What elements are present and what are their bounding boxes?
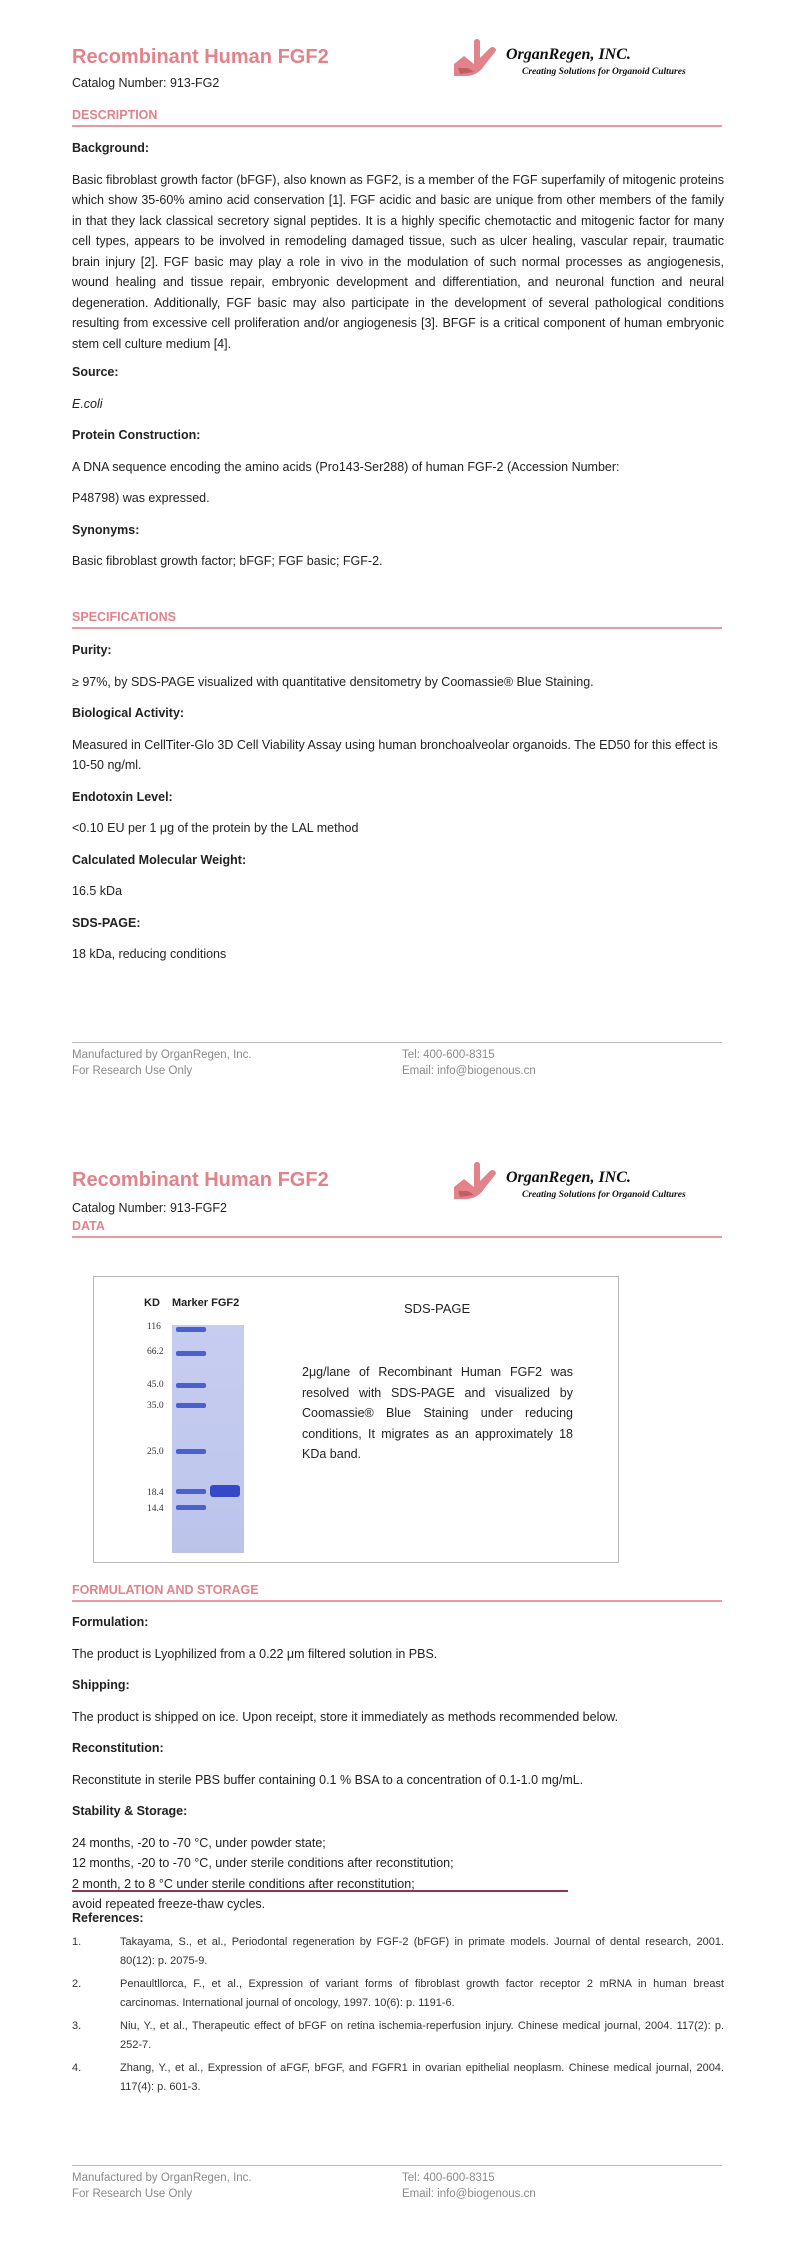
figure-caption: 2μg/lane of Recombinant Human FGF2 was resolved with SDS-PAGE and visualized by Coomassie® Blue Staining under reducing conditions, It migrates as an approximately 18 KDa band.	[302, 1365, 573, 1461]
footer-right	[402, 2170, 536, 2202]
sample-band	[210, 1485, 240, 1497]
stability-line: 12 months, -20 to -70 °C, under sterile conditions after reconstitution;	[72, 1856, 454, 1870]
marker-tick: 18.4	[147, 1488, 164, 1498]
section-formulation: FORMULATION AND STORAGE	[72, 1583, 722, 1602]
footer-tel: Tel: 400-600-8315	[402, 2172, 495, 2184]
reconstitution-text: Reconstitute in sterile PBS buffer containing 0.1 % BSA to a concentration of 0.1-1.0 mg/mL.	[72, 1772, 584, 1787]
marker-tick: 66.2	[147, 1347, 164, 1357]
marker-tick: 14.4	[147, 1504, 164, 1514]
logo-name: OrganRegen, INC.	[506, 1169, 631, 1186]
stability-line: avoid repeated freeze-thaw cycles.	[72, 1897, 266, 1911]
references-rule	[72, 1890, 568, 1892]
hand-logo-icon	[450, 1157, 504, 1207]
section-data: DATA	[72, 1219, 722, 1238]
marker-tick: 25.0	[147, 1447, 164, 1457]
references-list	[72, 1933, 724, 2097]
marker-band	[176, 1351, 206, 1356]
section-specifications: SPECIFICATIONS	[72, 610, 722, 629]
shipping-text: The product is shipped on ice. Upon receipt, store it immediately as methods recommended below.	[72, 1709, 619, 1724]
synonyms-label: Synonyms:	[72, 522, 140, 537]
mw-label: Calculated Molecular Weight:	[72, 852, 247, 867]
footer-email: Email: info@biogenous.cn	[402, 1065, 536, 1077]
footer-left	[72, 2170, 252, 2202]
catalog-number: Catalog Number: 913-FGF2	[72, 1201, 227, 1215]
marker-tick: 45.0	[147, 1380, 164, 1390]
footer-research: For Research Use Only	[72, 2188, 193, 2200]
stability-label: Stability & Storage:	[72, 1804, 188, 1818]
construction-line-1: A DNA sequence encoding the amino acids (Pro143-Ser288) of human FGF-2 (Accession Number:	[72, 459, 620, 474]
hand-logo-icon	[450, 34, 504, 84]
footer-manufactured: Manufactured by OrganRegen, Inc.	[72, 2172, 252, 2184]
logo-name: OrganRegen, INC.	[506, 46, 631, 63]
formulation-label: Formulation:	[72, 1615, 149, 1629]
page-2	[0, 1123, 794, 2246]
logo-tagline: Creating Solutions for Organoid Cultures	[522, 1190, 686, 1200]
figure-title: SDS-PAGE	[404, 1301, 471, 1316]
marker-band	[176, 1489, 206, 1494]
specifications-body	[72, 640, 724, 965]
footer-research: For Research Use Only	[72, 1065, 193, 1077]
footer-email: Email: info@biogenous.cn	[402, 2188, 536, 2200]
reference-item: 4. Zhang, Y., et al., Expression of aFGF, bFGF, and FGFR1 in ovarian epithelial neoplasm. Chinese medical journal, 2004. 117(4): p. 601-3.	[72, 2061, 724, 2093]
reference-item: 3. Niu, Y., et al., Therapeutic effect of bFGF on retina ischemia-reperfusion injury. Chinese medical journal, 2004. 117(2): p. 252-7.	[72, 2019, 724, 2051]
logo-tagline: Creating Solutions for Organoid Cultures	[522, 67, 686, 77]
catalog-number: Catalog Number: 913-FG2	[72, 76, 220, 90]
endotoxin-label: Endotoxin Level:	[72, 789, 173, 804]
reference-item: 2. Penaultllorca, F., et al., Expression of variant forms of fibroblast growth factor receptor 2 mRNA in human breast carcinomas. International journal of oncology, 1997. 10(6): p. 1191-6.	[72, 1977, 724, 2009]
reconstitution-label: Reconstitution:	[72, 1741, 164, 1755]
lane-label: Marker FGF2	[172, 1297, 240, 1309]
sds-page-figure	[93, 1276, 619, 1563]
marker-band	[176, 1505, 206, 1510]
footer-right	[402, 1047, 536, 1079]
company-logo	[450, 1157, 730, 1209]
footer-rule	[72, 1042, 722, 1043]
references-label: References:	[72, 1911, 144, 1925]
marker-tick: 35.0	[147, 1401, 164, 1411]
marker-band	[176, 1383, 206, 1388]
marker-band	[176, 1327, 206, 1332]
background-label: Background:	[72, 141, 150, 155]
stability-line: 2 month, 2 to 8 °C under sterile conditions after reconstitution;	[72, 1876, 415, 1891]
footer-rule	[72, 2165, 722, 2166]
reference-item: 1. Takayama, S., et al., Periodontal regeneration by FGF-2 (bFGF) in primate models. Journal of dental research, 2001. 80(12): p. 2075-9.	[72, 1935, 724, 1967]
shipping-label: Shipping:	[72, 1678, 130, 1692]
section-description: DESCRIPTION	[72, 108, 722, 127]
activity-label: Biological Activity:	[72, 706, 185, 720]
product-title: Recombinant Human FGF2	[72, 1169, 329, 1191]
activity-text: Measured in CellTiter-Glo 3D Cell Viability Assay using human bronchoalveolar organoids. The ED50 for this effect is 10-50 ng/ml.	[72, 737, 718, 772]
endotoxin-text: <0.10 EU per 1 μg of the protein by the LAL method	[72, 821, 359, 835]
sds-text: 18 kDa, reducing conditions	[72, 947, 227, 961]
background-text: Basic fibroblast growth factor (bFGF), also known as FGF2, is a member of the FGF superfamily of mitogenic proteins which show 35-60% amino acid conservation [1]. FGF acidic and basic are unique from other members of the family in that they lack classical secretory signal peptides. It is a highly specific chemotactic and mitogenic factor for many cell types, appears to be involved in remodeling damaged tissue, such as ulcer healing, vascular repair, traumatic brain injury [2]. FGF basic may play a role in vivo in the modulation of such normal processes as angiogenesis, wound healing and tissue repair, embryonic development and differentiation, and neuronal function and neural degeneration. Additionally, FGF basic may also participate in the development of several pathological conditions resulting from excessive cell proliferation and/or angiogenesis [3]. BFGF is a critical component of human embryonic stem cell culture medium [4].	[72, 172, 724, 351]
footer-tel: Tel: 400-600-8315	[402, 1049, 495, 1061]
sds-label: SDS-PAGE:	[72, 915, 141, 930]
synonyms-text: Basic fibroblast growth factor; bFGF; FGF basic; FGF-2.	[72, 554, 383, 568]
purity-label: Purity:	[72, 643, 112, 657]
product-title: Recombinant Human FGF2	[72, 46, 329, 68]
footer-manufactured: Manufactured by OrganRegen, Inc.	[72, 1049, 252, 1061]
formulation-text: The product is Lyophilized from a 0.22 μm filtered solution in PBS.	[72, 1646, 438, 1661]
references-body	[72, 1908, 724, 2101]
formulation-body	[72, 1612, 724, 1915]
mw-text: 16.5 kDa	[72, 884, 123, 898]
source-label: Source:	[72, 365, 119, 379]
purity-text: ≥ 97%, by SDS-PAGE visualized with quantitative densitometry by Coomassie® Blue Staining.	[72, 674, 594, 689]
marker-band	[176, 1449, 206, 1454]
source-text: E.coli	[72, 396, 103, 411]
stability-line: 24 months, -20 to -70 °C, under powder state;	[72, 1835, 326, 1850]
kd-label: KD	[144, 1297, 160, 1309]
description-body	[72, 138, 724, 572]
construction-label: Protein Construction:	[72, 428, 201, 442]
company-logo	[450, 34, 730, 86]
construction-line-2: P48798) was expressed.	[72, 491, 210, 505]
gel-image	[172, 1325, 244, 1553]
footer-left	[72, 1047, 252, 1079]
marker-tick: 116	[147, 1322, 161, 1332]
marker-band	[176, 1403, 206, 1408]
